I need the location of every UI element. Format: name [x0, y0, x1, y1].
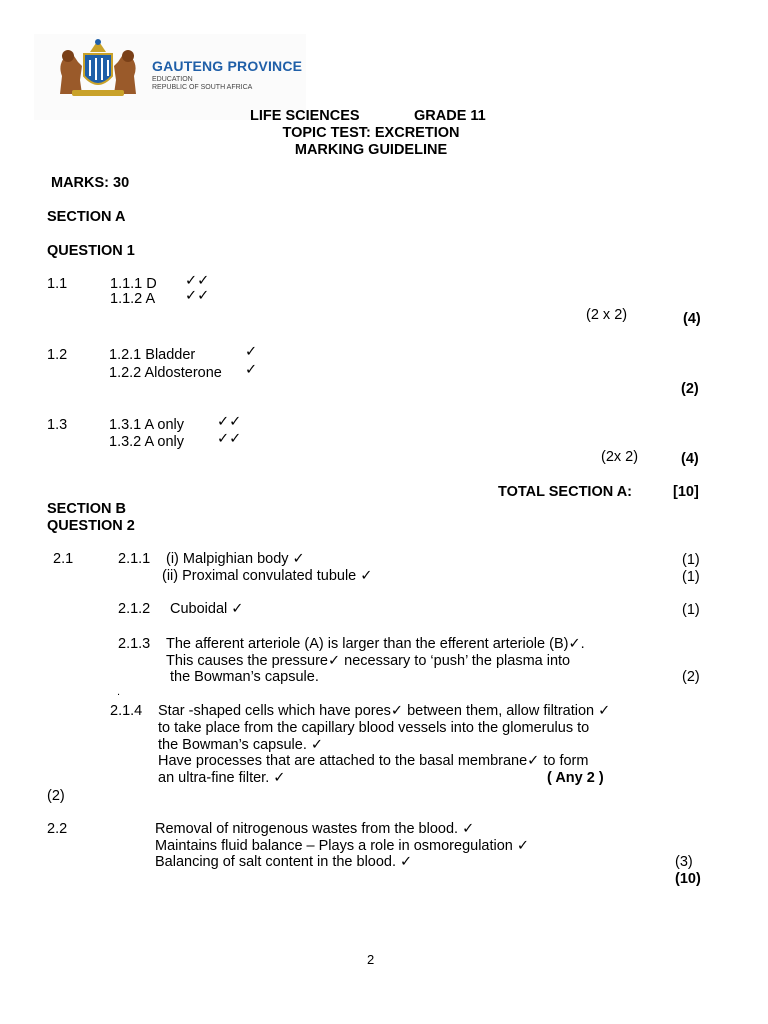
grade-title: GRADE 11 — [414, 108, 486, 124]
q2-1-4-line-3: the Bowman’s capsule. ✓ — [158, 737, 324, 753]
q2-1-1-i-answer: (i) Malpighian body ✓ — [166, 551, 305, 567]
question-2-heading: QUESTION 2 — [47, 518, 135, 534]
q1-1-mark: (4) — [683, 311, 701, 327]
q1-2-mark: (2) — [681, 381, 699, 397]
q2-2-number: 2.2 — [47, 821, 68, 837]
stray-dot: . — [117, 686, 121, 698]
q2-1-1-i-mark: (1) — [682, 552, 700, 568]
q2-2-mark: (3) — [675, 854, 693, 870]
q1-3-number: 1.3 — [47, 417, 68, 433]
q2-2-line-3: Balancing of salt content in the blood. ✓ — [155, 854, 413, 870]
q2-1-4-line-2: to take place from the capillary blood vessels into the glomerulus to — [158, 720, 590, 736]
q1-3-calc: (2x 2) — [601, 449, 639, 465]
q2-1-3-line-2: This causes the pressure✓ necessary to ‘push’ the plasma into — [166, 653, 571, 669]
q1-2-number: 1.2 — [47, 347, 68, 363]
q1-1-1-ticks: ✓✓ — [185, 273, 210, 289]
q2-1-number: 2.1 — [53, 551, 74, 567]
q1-3-2-answer: 1.3.2 A only — [109, 434, 184, 450]
q1-1-calc: (2 x 2) — [586, 307, 628, 323]
question-2-total: (10) — [675, 871, 701, 887]
question-1-heading: QUESTION 1 — [47, 243, 135, 259]
total-marks: MARKS: 30 — [51, 175, 130, 191]
coat-of-arms-icon — [52, 36, 144, 98]
province-name: GAUTENG PROVINCE — [152, 58, 303, 74]
section-a-total-label: TOTAL SECTION A: — [498, 484, 632, 500]
q2-1-3-mark: (2) — [682, 669, 700, 685]
section-b-heading: SECTION B — [47, 501, 126, 517]
q2-1-1-ii-answer: (ii) Proximal convulated tubule ✓ — [162, 568, 373, 584]
section-a-total-value: [10] — [673, 484, 699, 500]
q2-2-line-1: Removal of nitrogenous wastes from the blood. ✓ — [155, 821, 475, 837]
q1-2-1-tick: ✓ — [245, 344, 258, 360]
q1-1-number: 1.1 — [47, 276, 68, 292]
test-title: TOPIC TEST: EXCRETION — [282, 125, 460, 141]
q2-1-3-line-3: the Bowman’s capsule. — [170, 669, 319, 685]
q1-2-2-answer: 1.2.2 Aldosterone — [109, 365, 222, 381]
q2-1-4-line-4: Have processes that are attached to the basal membrane✓ to form — [158, 753, 589, 769]
q2-1-3-number: 2.1.3 — [118, 636, 151, 652]
q1-1-2-ticks: ✓✓ — [185, 288, 210, 304]
q2-1-2-number: 2.1.2 — [118, 601, 151, 617]
q1-3-2-ticks: ✓✓ — [217, 431, 242, 447]
q1-3-1-ticks: ✓✓ — [217, 414, 242, 430]
q2-1-4-mark: (2) — [47, 788, 65, 804]
q2-1-3-line-1: The afferent arteriole (A) is larger than the efferent arteriole (B)✓. — [166, 636, 585, 652]
q1-2-1-answer: 1.2.1 Bladder — [109, 347, 196, 363]
q2-1-2-answer: Cuboidal ✓ — [170, 601, 244, 617]
q1-3-mark: (4) — [681, 451, 699, 467]
q1-3-1-answer: 1.3.1 A only — [109, 417, 184, 433]
subject-title: LIFE SCIENCES — [250, 108, 360, 124]
guideline-title: MARKING GUIDELINE — [294, 142, 448, 158]
q2-1-4-line-5: an ultra-fine filter. ✓ — [158, 770, 286, 786]
q1-1-2-answer: 1.1.2 A — [110, 291, 156, 307]
q2-1-1-ii-mark: (1) — [682, 569, 700, 585]
q2-1-1-number: 2.1.1 — [118, 551, 151, 567]
q1-2-2-tick: ✓ — [245, 362, 258, 378]
department-name: EDUCATION — [152, 76, 193, 83]
q1-1-1-answer: 1.1.1 D — [110, 276, 157, 292]
q2-1-4-number: 2.1.4 — [110, 703, 143, 719]
q2-2-line-2: Maintains fluid balance – Plays a role in osmoregulation ✓ — [155, 838, 530, 854]
q2-1-4-line-1: Star -shaped cells which have pores✓ between them, allow filtration ✓ — [158, 703, 611, 719]
section-a-heading: SECTION A — [47, 209, 126, 225]
q2-1-4-any-two: ( Any 2 ) — [547, 770, 604, 786]
country-name: REPUBLIC OF SOUTH AFRICA — [152, 84, 253, 91]
page-number: 2 — [367, 952, 375, 967]
q2-1-2-mark: (1) — [682, 602, 700, 618]
